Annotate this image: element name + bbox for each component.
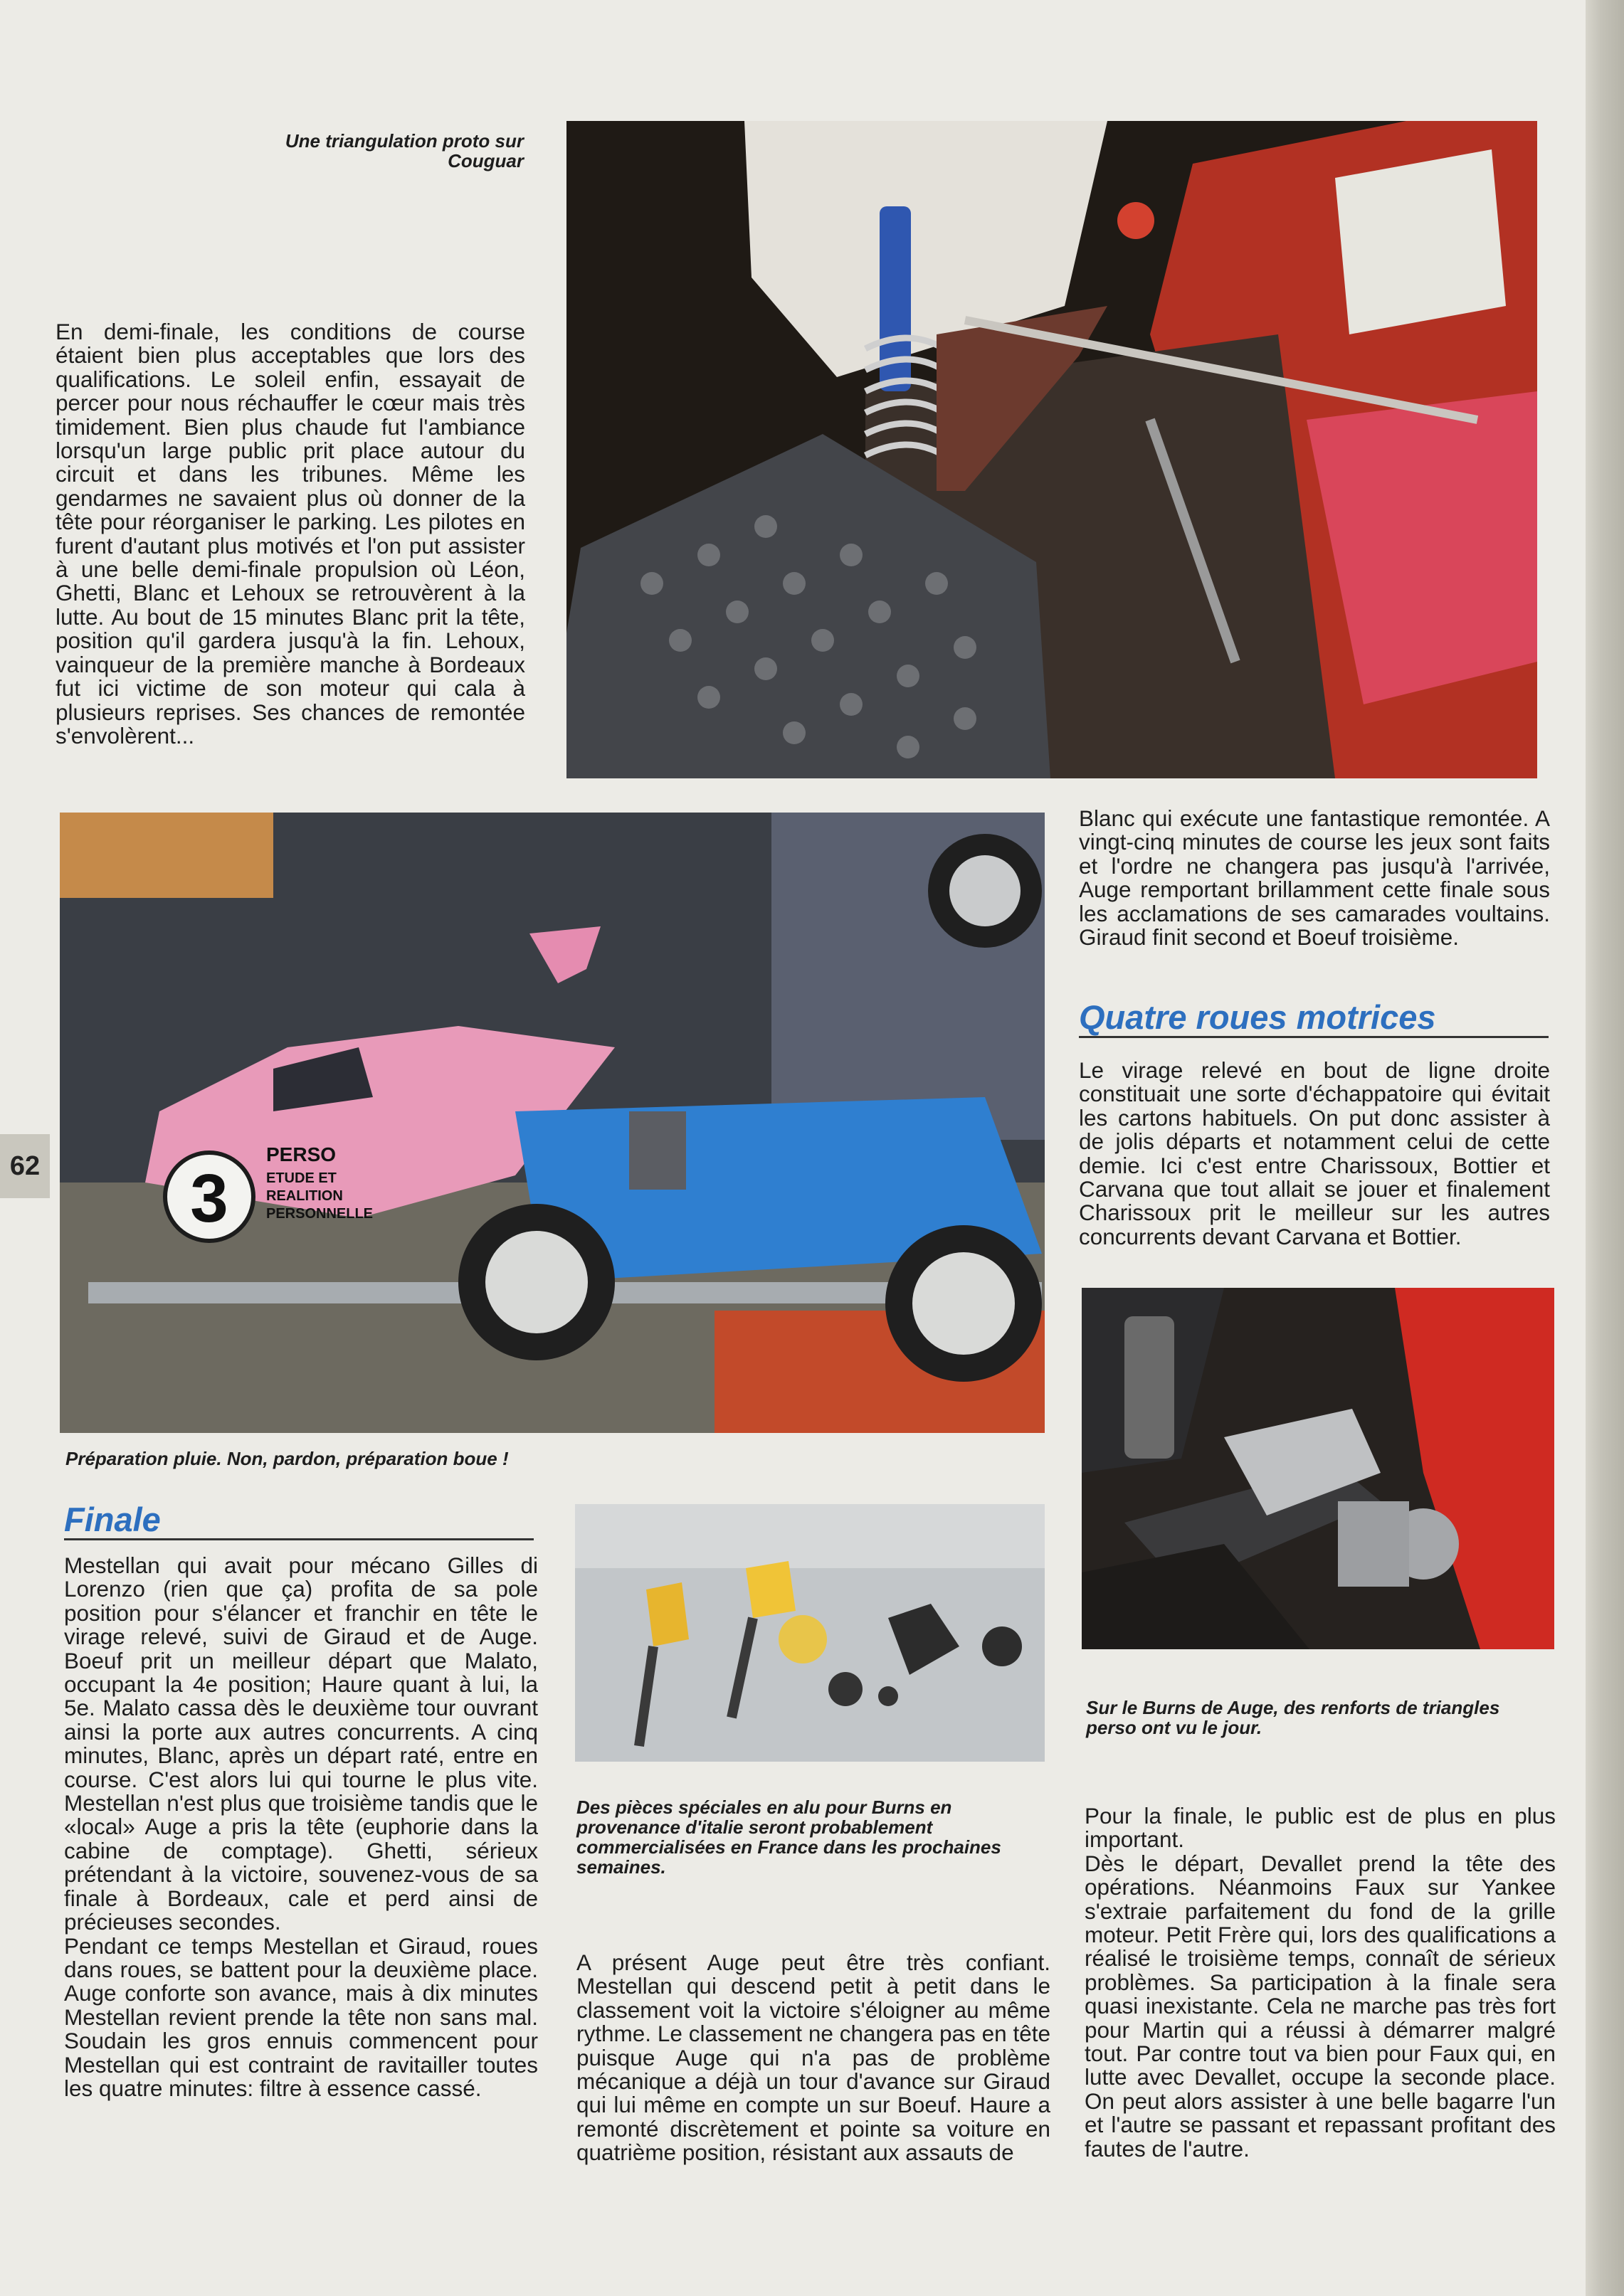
photo-buggy-preparation xyxy=(60,813,1045,1433)
text-finale-1: Mestellan qui avait pour mécano Gilles di Lorenzo (rien que ça) profita de sa pole position pour s'élancer et franchir en tête le virage relevé, suivi de Giraud et de Auge. Boeuf prit un meilleur départ que Malato, occupant la 4e position; Haure quant à lui, la 5e. Malato cassa dès le deuxième tour ouvrant ainsi la porte aux autres concurrents. A cinq minutes, Blanc, après un départ raté, entre en course. C'est alors lui qui tourne le plus vite. Mestellan n'est plus que troisième tandis que le «local» Auge a pris la tête (euphorie dans la cabine de comptage). Ghetti, sérieux prétendant à la victoire, souvenez-vous de sa finale à Bordeaux, cale et perd ainsi de précieuses secondes. xyxy=(64,1552,538,1935)
buggy-illustration xyxy=(60,813,1045,1433)
caption-pieces: Des pièces spéciales en alu pour Burns en provenance d'italie seront probablement commercialisées en France dans les prochaines semaines. xyxy=(576,1797,1001,1878)
text-pour-la-finale-2: Dès le départ, Devallet prend la tête des opérations. Néanmoins Faux sur Yankee s'extraie parfaitement du fond de la grille moteur. Petit Frère qui, lors des qualifications a réalisé le troisième temps, connaît de sérieux problèmes. Sa participation à la finale sera quasi inexistante. Cela ne marche pas très fort pour Martin qui a réussi à démarrer malgré tout. Par contre tout va bien pour Faux qui, en lutte avec Devallet, occupe la seconde place. On peut alors assister à une belle bagarre l'un et l'autre se passant et repassant profitant des fautes de l'autre. xyxy=(1085,1850,1556,2162)
car-number: 3 xyxy=(190,1160,228,1237)
text-finale-2: Pendant ce temps Mestellan et Giraud, roues dans roues, se battent pour la deuxième place. Auge conforte son avance, mais à dix minutes Mestellan revient prende la tête non sans mal. Soudain les gros ennuis commencent pour Mestellan qui est contraint de ravitailler toutes les quatre minutes: filtre à essence cassé. xyxy=(64,1932,538,2101)
car-decal-line-2: ETUDE ET xyxy=(266,1170,337,1186)
text-pour-la-finale xyxy=(1085,1804,1556,2161)
heading-quatre-roues: Quatre roues motrices xyxy=(1079,999,1549,1038)
photo-pieces-alu xyxy=(575,1504,1045,1762)
text-finale xyxy=(64,1554,538,2100)
page-binding-edge xyxy=(1586,0,1624,2296)
photo-suspension-couguar xyxy=(566,121,1537,778)
photo-burns-triangles xyxy=(1082,1288,1554,1649)
page-number: 62 xyxy=(0,1134,50,1198)
car-decal-line-3: REALITION xyxy=(266,1188,343,1204)
caption-burns: Sur le Burns de Auge, des renforts de triangles perso ont vu le jour. xyxy=(1086,1697,1500,1738)
text-pour-la-finale-1: Pour la finale, le public est de plus en plus important. xyxy=(1085,1803,1556,1853)
caption-preparation-pluie: Préparation pluie. Non, pardon, préparation boue ! xyxy=(65,1448,509,1469)
pieces-illustration xyxy=(575,1504,1045,1762)
text-demi-finale: En demi-finale, les conditions de course étaient bien plus acceptables que lors des qualifications. Le soleil enfin, essayait de percer pour nous réchauffer le cœur mais très timidement. Bien plus chaude fut l'ambiance lorsqu'un large public prit place autour du circuit et dans les tribunes. Même les gendarmes ne savaient plus où donner de la tête pour réorganiser le parking. Les pilotes en furent d'autant plus motivés et l'on put assister à une belle demi-finale propulsion où Léon, Ghetti, Blanc et Lehoux se retrouvèrent à la lutte. Au bout de 15 minutes Blanc prit la tête, position qu'il gardera jusqu'à la fin. Lehoux, vainqueur de la première manche à Bordeaux fut ici victime de son moteur qui cala à plusieurs reprises. Ses chances de remontée s'envolèrent... xyxy=(56,319,525,748)
car-decal-line-4: PERSONNELLE xyxy=(266,1206,374,1222)
text-quatre-roues: Le virage relevé en bout de ligne droite constituait une sorte d'échappatoire qui évitait les cartons habituels. On put donc assister à de jolis départs et notamment celui de cette demie. Ici c'est entre Charissoux, Bottier et Carvana que tout allait se jouer et finalement Charissoux prit le meilleur sur les autres concurrents devant Carvana et Bottier. xyxy=(1079,1057,1550,1249)
text-blanc-remontee: Blanc qui exécute une fantastique remontée. A vingt-cinq minutes de course les jeux sont faits et l'ordre ne changera pas jusqu'à l'arrivée, Auge remportant brillamment cette finale sous les acclamations de ses camarades voultains. Giraud finit second et Boeuf troisième. xyxy=(1079,805,1550,951)
suspension-illustration xyxy=(566,121,1537,778)
car-decal-line-1: PERSO xyxy=(266,1143,337,1165)
heading-finale: Finale xyxy=(64,1501,534,1540)
text-a-present: A présent Auge peut être très confiant. Mestellan qui descend petit à petit dans le classement voit la victoire s'éloigner au même rythme. Le classement ne changera pas en tête puisque Auge qui n'a pas de problème mécanique a déjà un tour d'avance sur Giraud qui lui même en compte un sur Boeuf. Haure a remonté discrètement et pointe sa voiture en quatrième position, résistant aux assauts de xyxy=(576,1950,1050,2166)
caption-triangulation: Une triangulation proto sur Couguar xyxy=(285,130,524,171)
burns-illustration xyxy=(1082,1288,1554,1649)
